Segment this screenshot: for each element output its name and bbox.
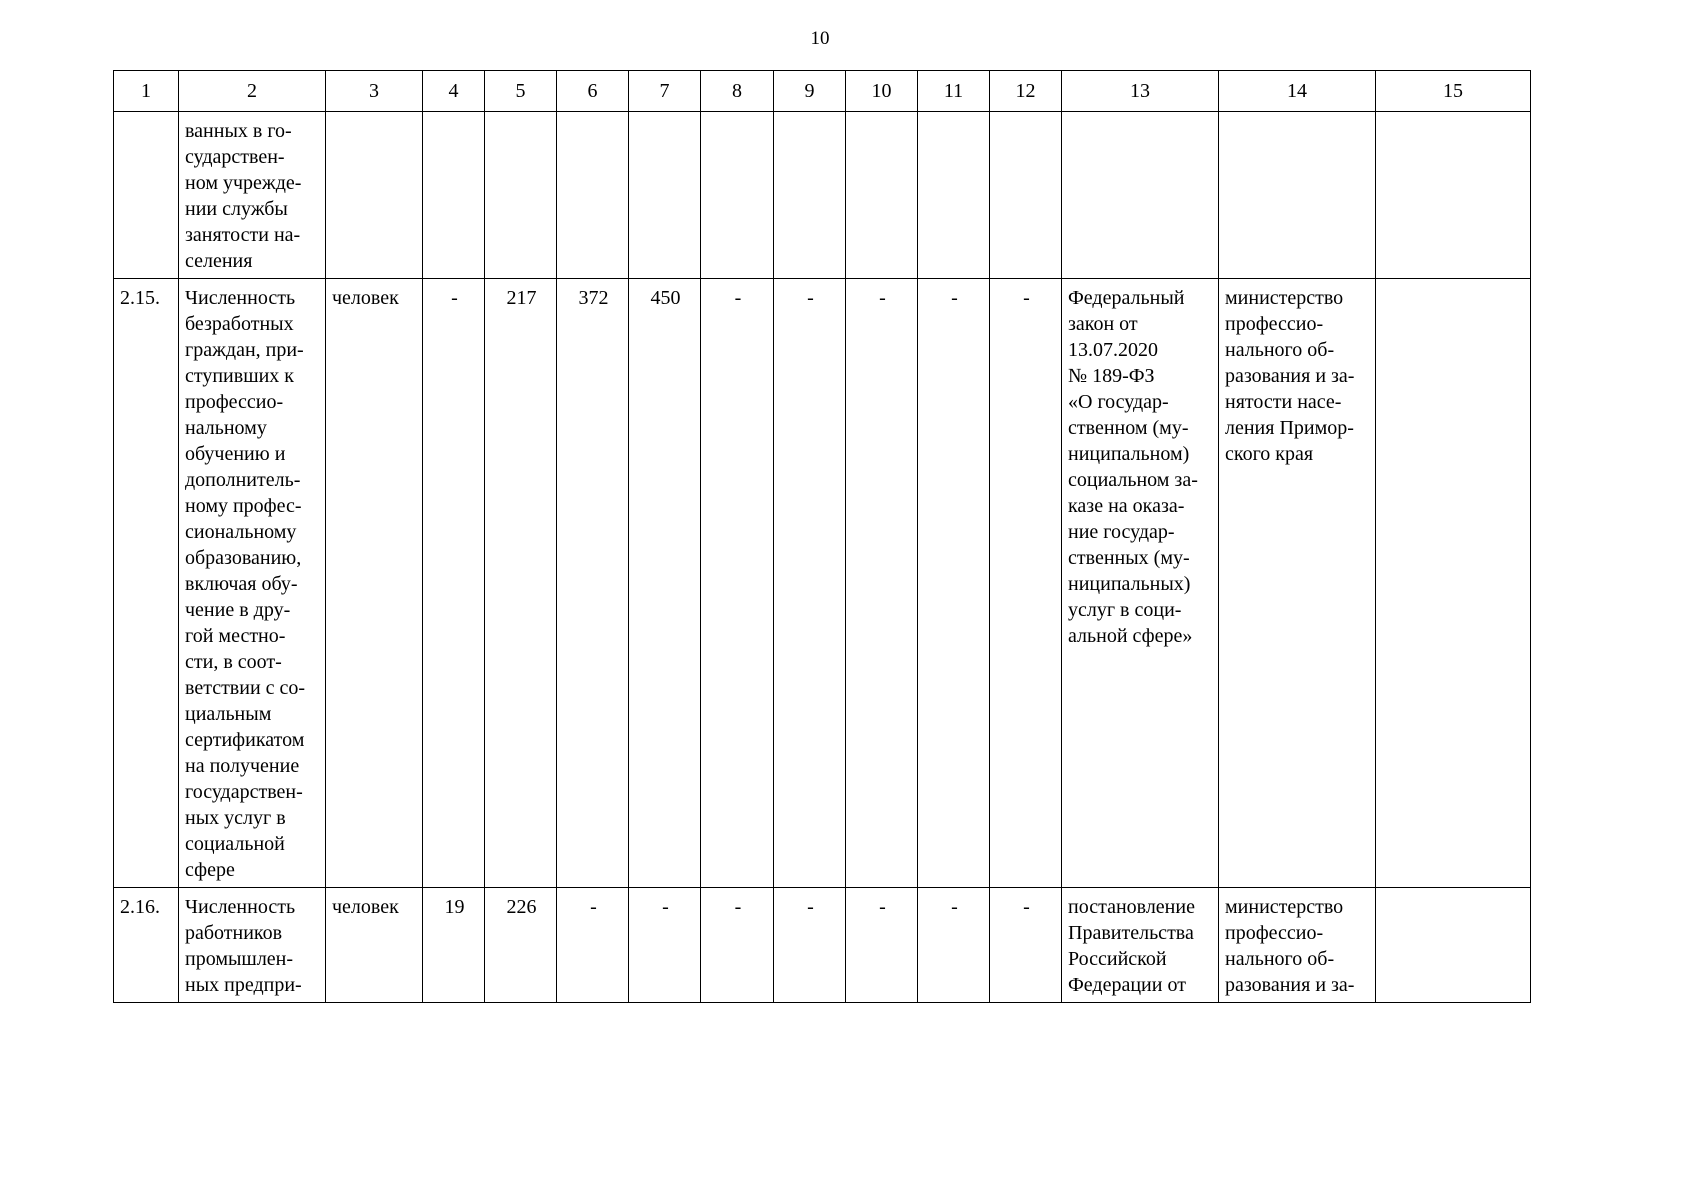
value-cell [846, 112, 918, 279]
row-number-cell [114, 112, 179, 279]
legal-basis-cell: Федеральный закон от 13.07.2020 № 189-ФЗ «О государ- ственном (му- ниципальном) социальном за- казе на оказа- ние государ- ственных (му- ниципальных) услуг в соци- альной сфере» [1062, 279, 1219, 888]
value-cell: - [918, 279, 990, 888]
value-cell [423, 112, 485, 279]
header-cell: 6 [557, 71, 629, 112]
header-cell: 2 [179, 71, 326, 112]
legal-basis-cell: постановление Правительства Российской Федерации от [1062, 888, 1219, 1003]
indicator-name-cell: ванных в го- сударствен- ном учрежде- нии службы занятости на- селения [179, 112, 326, 279]
row-number-cell: 2.16. [114, 888, 179, 1003]
legal-basis-cell [1062, 112, 1219, 279]
value-cell: - [774, 279, 846, 888]
note-cell [1376, 112, 1531, 279]
header-cell: 13 [1062, 71, 1219, 112]
value-cell: - [629, 888, 701, 1003]
header-cell: 4 [423, 71, 485, 112]
unit-cell: человек [326, 279, 423, 888]
value-cell: - [990, 888, 1062, 1003]
header-cell: 11 [918, 71, 990, 112]
header-cell: 8 [701, 71, 774, 112]
unit-cell [326, 112, 423, 279]
table-row [114, 279, 1531, 888]
value-cell [990, 112, 1062, 279]
header-cell: 3 [326, 71, 423, 112]
value-cell: 217 [485, 279, 557, 888]
header-cell: 7 [629, 71, 701, 112]
value-cell: - [918, 888, 990, 1003]
value-cell: - [990, 279, 1062, 888]
indicator-name-cell: Численность работников промышлен- ных предпри- [179, 888, 326, 1003]
value-cell: 226 [485, 888, 557, 1003]
value-cell: - [701, 888, 774, 1003]
note-cell [1376, 279, 1531, 888]
value-cell: - [557, 888, 629, 1003]
note-cell [1376, 888, 1531, 1003]
header-cell: 12 [990, 71, 1062, 112]
responsible-cell: министерство профессио- нального об- разования и за- нятости насе- ления Примор- ского края [1219, 279, 1376, 888]
header-cell: 1 [114, 71, 179, 112]
table-row [114, 888, 1531, 1003]
value-cell [629, 112, 701, 279]
responsible-cell: министерство профессио- нального об- разования и за- [1219, 888, 1376, 1003]
header-cell: 14 [1219, 71, 1376, 112]
indicator-name-cell: Численность безработных граждан, при- ступивших к профессио- нальному обучению и дополнитель- ному профес- сиональному образованию, включая обу- чение в дру- гой местно- сти, в соот- ветствии с со- циальным сертификатом на получение государствен- ных услуг в социальной сфере [179, 279, 326, 888]
value-cell [918, 112, 990, 279]
value-cell [485, 112, 557, 279]
row-number-cell: 2.15. [114, 279, 179, 888]
header-cell: 15 [1376, 71, 1531, 112]
value-cell: 19 [423, 888, 485, 1003]
indicators-table [113, 70, 1531, 1003]
unit-cell: человек [326, 888, 423, 1003]
header-cell: 5 [485, 71, 557, 112]
value-cell: - [423, 279, 485, 888]
table-row [114, 112, 1531, 279]
value-cell: - [774, 888, 846, 1003]
column-number-header-row [114, 71, 1531, 112]
value-cell: - [846, 888, 918, 1003]
value-cell: 450 [629, 279, 701, 888]
responsible-cell [1219, 112, 1376, 279]
value-cell: - [701, 279, 774, 888]
header-cell: 10 [846, 71, 918, 112]
value-cell: 372 [557, 279, 629, 888]
value-cell: - [846, 279, 918, 888]
header-cell: 9 [774, 71, 846, 112]
page-number: 10 [810, 28, 830, 49]
value-cell [557, 112, 629, 279]
value-cell [774, 112, 846, 279]
value-cell [701, 112, 774, 279]
